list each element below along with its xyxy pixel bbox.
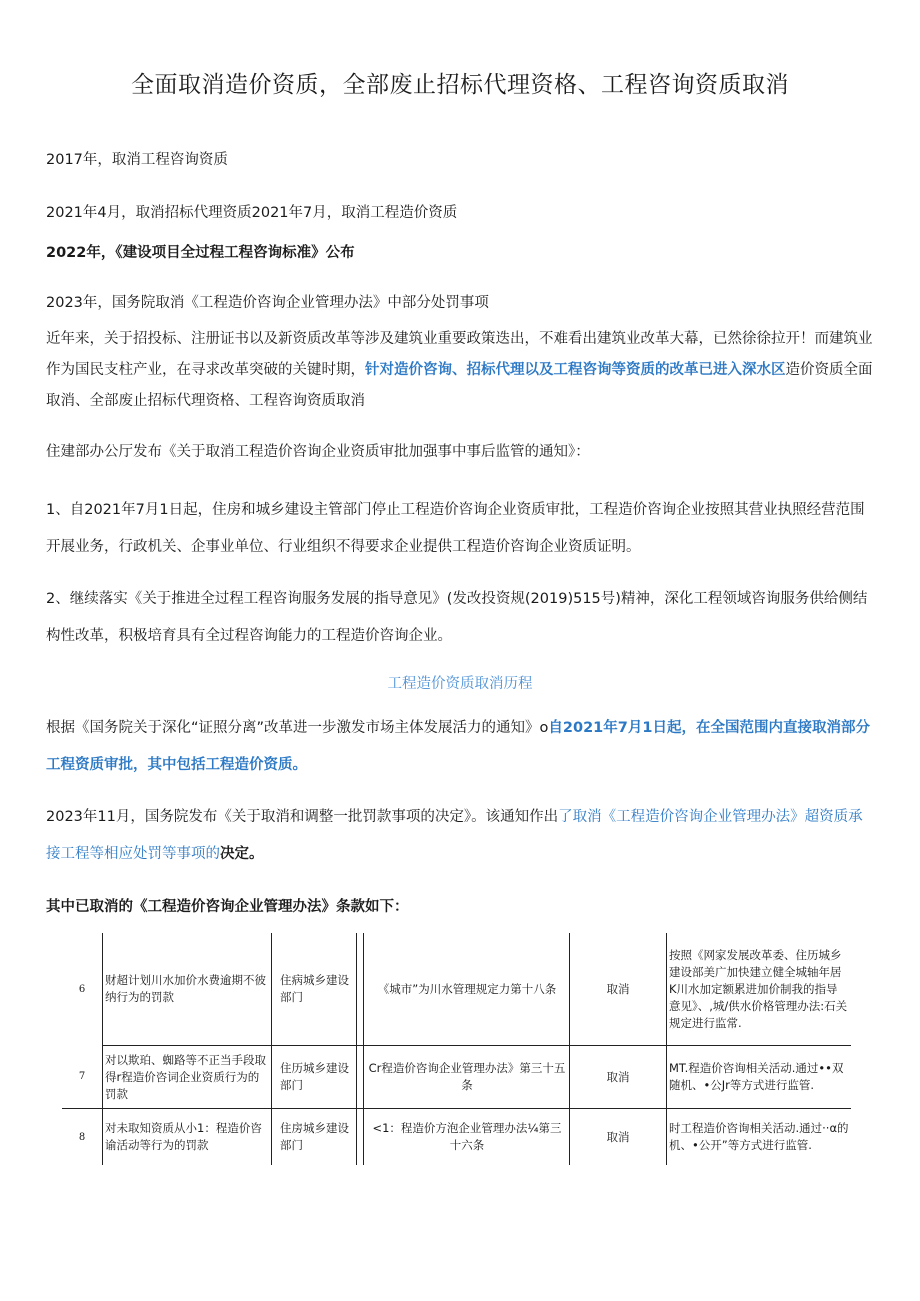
row-number: 6: [78, 983, 86, 995]
intro-tail: 造价资质全面取消、全部废止招标代理资格、工程咨询资质取消: [46, 362, 873, 409]
row-note: MT.程造价咨询相关活动.通过••双随机、•公Jr等方式进行监管.: [667, 1046, 852, 1109]
row-operation: 取消: [570, 1109, 667, 1166]
row-item: 对以欺珀、蜘路等不正当手段取得r程造价咨词企业资质行为的罚款: [103, 1046, 272, 1109]
decision-tail: 决定。: [220, 846, 264, 862]
basis-highlight-link[interactable]: 自2021年7月1日起，在全国范围内直接取消部分工程资质审批，其中包括工程造价资质。: [46, 720, 870, 773]
timeline-2017: 2017年，取消工程咨询资质: [46, 152, 228, 168]
intro-highlight-link[interactable]: 针对造价咨询、招标代理以及工程咨询等资质的改革已进入深水区: [365, 362, 786, 378]
table-row: [62, 1109, 851, 1166]
intro-paragraph: [46, 324, 876, 417]
notice-item-2: 2、继续落实《关于推进全过程工程咨询服务发展的指导意见》(发改投资规(2019)515号)精神，深化工程领域咨询服务供给侧结构性改革，积极培育具有全过程咨询能力的工程造价咨询企业。: [46, 591, 868, 644]
decision-paragraph: [46, 799, 876, 873]
row-item: 财超计划川水加价水费逾期不彼纳行为的罚款: [103, 933, 272, 1046]
row-note: 按照《网家发展改革委、住历城乡建设部美广加快建立健全城轴年居K川水加定额累进加价制我的指导意见》、,城/供水价格管理办法:石关规定进行监常.: [667, 933, 852, 1046]
row-operation: 取消: [570, 1046, 667, 1109]
timeline-2023: 2023年，国务院取消《工程造价咨询企业管理办法》中部分处罚事项: [46, 295, 489, 311]
table-row: [62, 1046, 851, 1109]
basis-text: 根据《国务院关于深化“证照分离”改革进一步激发市场主体发展活力的通知》o: [46, 720, 549, 736]
row-number: 8: [62, 1109, 103, 1166]
page-title: 全面取消造价资质，全部废止招标代理资格、工程咨询资质取消: [131, 72, 789, 98]
row-basis: Cr程造价咨询企业管理办法》第三十五条: [357, 1046, 570, 1109]
decision-text: 2023年11月，国务院发布《关于取消和调整一批罚款事项的决定》。该通知作出: [46, 809, 559, 825]
row-department: 住历城乡建设部门: [272, 1046, 357, 1109]
table-intro: 其中已取消的《工程造价咨询企业管理办法》条款如下：: [46, 899, 409, 915]
row-number: 7: [78, 1071, 86, 1083]
row-department: 住病城乡建设部门: [272, 933, 357, 1046]
row-basis: 《城市”为川水管理规定力第十八条: [357, 933, 570, 1046]
row-note: 时工程造价咨询相关活动.通过··α的机、•公开”等方式进行监管.: [667, 1109, 852, 1166]
notice-line: 住建部办公厅发布《关于取消工程造价咨询企业资质审批加强事中事后监管的通知》：: [46, 444, 590, 460]
row-basis: <1：程造价方泡企业管理办法¼第三十六条: [357, 1109, 570, 1166]
notice-item-1: 1、自2021年7月1日起，住房和城乡建设主管部门停止工程造价咨询企业资质审批，工程造价咨询企业按照其营业执照经营范围开展业务，行政机关、企事业单位、行业组织不得要求企业提供工程造价咨询企业资质证明。: [46, 502, 865, 555]
table-row: [62, 933, 851, 1046]
basis-paragraph: [46, 710, 876, 784]
penalty-table: [62, 933, 851, 1165]
timeline-2022: 2022年，《建设项目全过程工程咨询标准》公布: [46, 245, 355, 261]
row-operation: 取消: [570, 933, 667, 1046]
section-heading: 工程造价资质取消历程: [387, 676, 533, 692]
timeline-2021: 2021年4月，取消招标代理资质2021年7月，取消工程造价资质: [46, 205, 458, 221]
row-department: 住房城乡建设部门: [272, 1109, 357, 1166]
decision-highlight-link[interactable]: 了取消《工程造价咨询企业管理办法》超资质承接工程等相应处罚等事项的: [46, 809, 863, 862]
row-item: 对未取知资质从小1：程造价咨谕活动等行为的罚款: [103, 1109, 272, 1166]
intro-text: 近年来，关于招投标、注册证书以及新资质改革等涉及建筑业重要政策迭出，不难看出建筑业改革大幕，已然徐徐拉开！而建筑业作为国民支柱产业，在寻求改革突破的关键时期，: [46, 331, 873, 378]
